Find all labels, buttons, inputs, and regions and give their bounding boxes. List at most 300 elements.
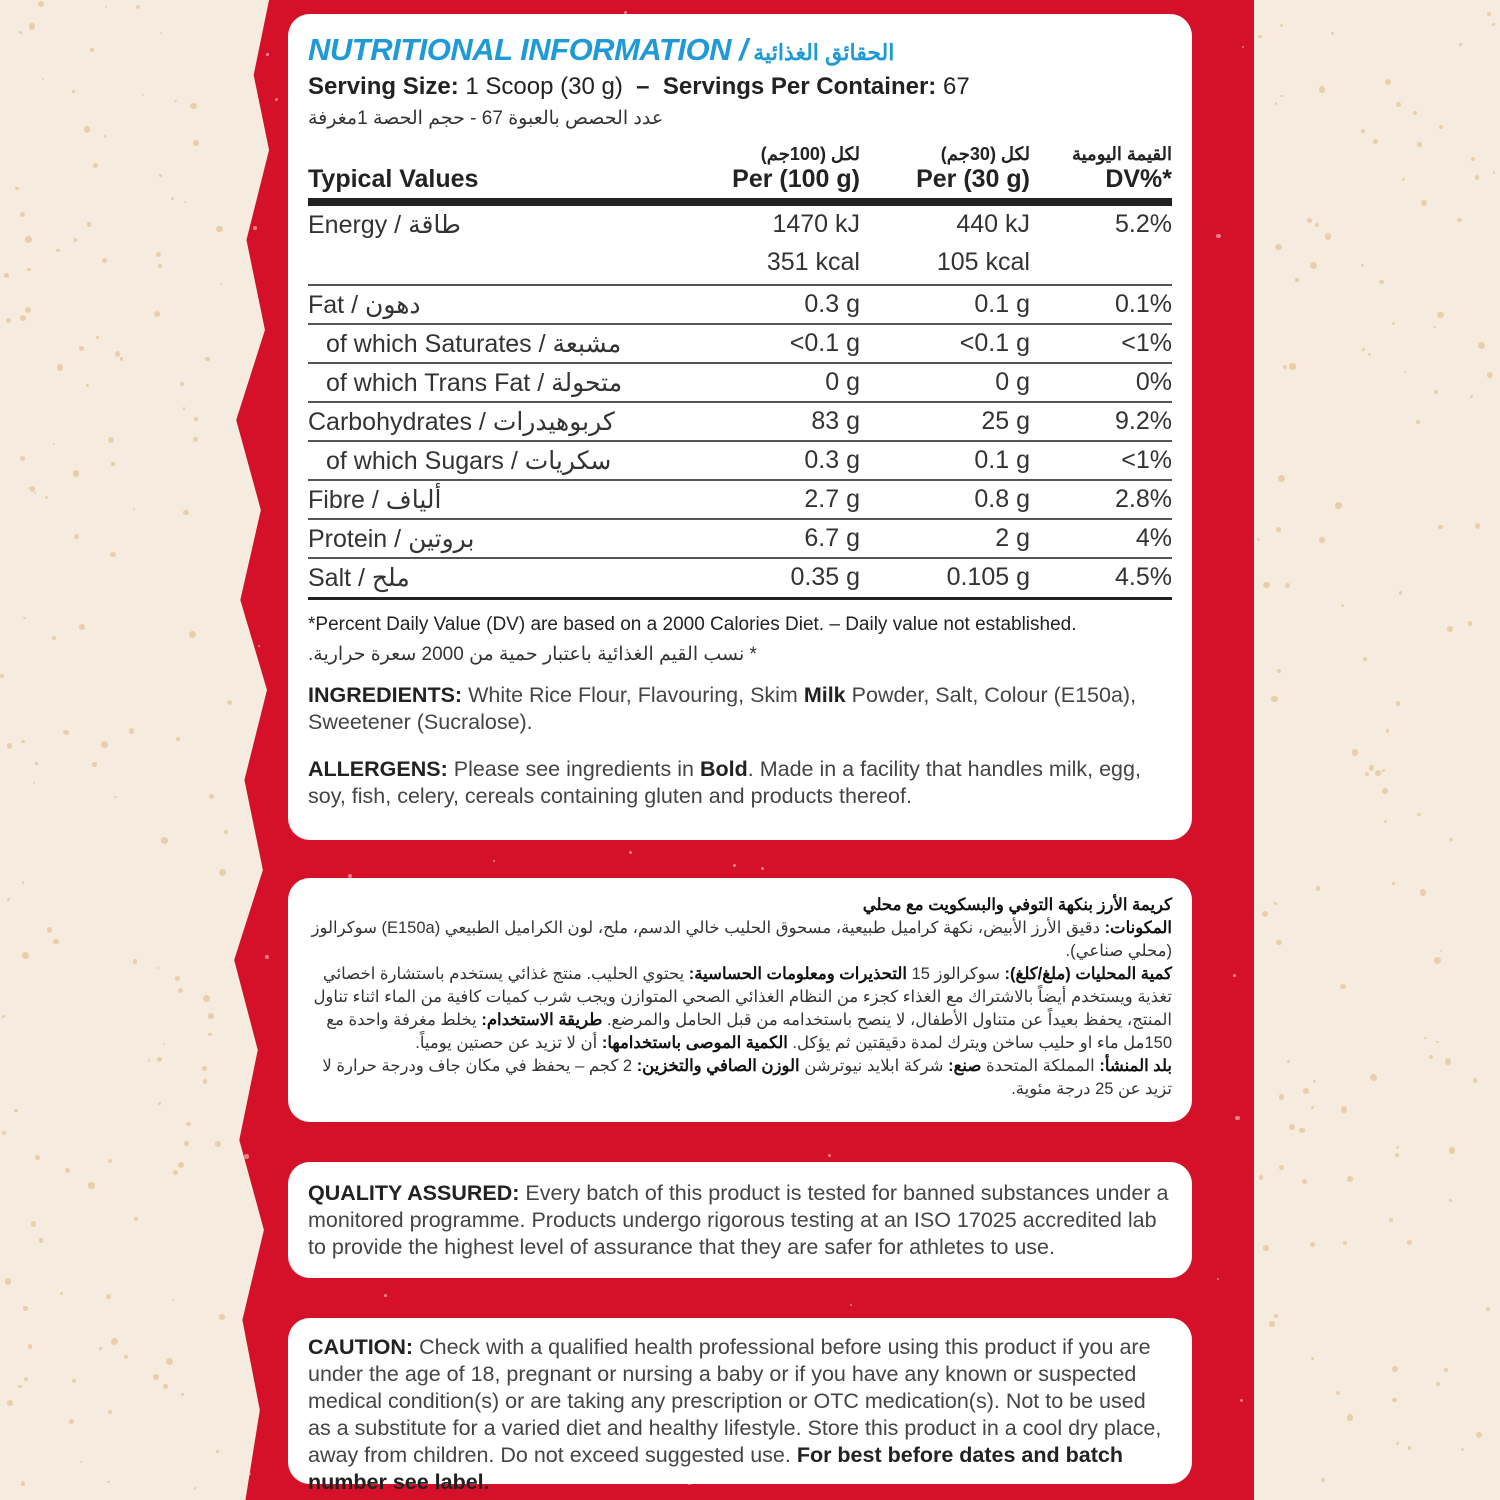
speckle: [133, 959, 137, 963]
arabic-ingredients-label: المكونات:: [1104, 919, 1172, 937]
speckle: [1475, 175, 1479, 179]
speckle: [183, 407, 186, 410]
speckle: [1437, 312, 1443, 318]
speckle: [69, 1419, 74, 1424]
speckle: [2, 1015, 5, 1018]
speckle: [1263, 582, 1270, 589]
speckle: [1416, 420, 1420, 424]
speckle: [45, 496, 48, 499]
speckle: [1295, 278, 1299, 282]
speckle: [1449, 838, 1452, 841]
speckle: [1289, 1124, 1295, 1130]
speckle: [209, 794, 214, 799]
speckle: [1449, 1199, 1452, 1202]
speckle: [28, 1344, 33, 1349]
speckle: [1287, 1060, 1290, 1063]
panel-speckle: [1233, 974, 1236, 977]
row-per30: 25 g: [981, 407, 1030, 435]
speckle: [184, 201, 186, 203]
speckle: [99, 1347, 102, 1350]
speckle: [63, 730, 66, 733]
speckle: [1278, 475, 1285, 482]
speckle: [220, 283, 223, 286]
speckle: [1468, 621, 1472, 625]
table-row-salt: [308, 559, 1172, 600]
speckle: [1303, 1088, 1309, 1094]
speckle: [1361, 129, 1365, 133]
speckle: [1335, 502, 1342, 509]
speckle: [22, 881, 24, 883]
speckle: [1311, 1106, 1314, 1109]
speckle: [115, 351, 120, 356]
speckle: [111, 462, 115, 466]
speckle: [101, 741, 108, 748]
speckle: [1347, 1414, 1353, 1420]
speckle: [1321, 1478, 1325, 1482]
speckle: [20, 456, 25, 461]
speckle: [194, 1487, 197, 1490]
panel-speckle: [850, 1304, 852, 1306]
row-dv: 2.8%: [1115, 485, 1172, 513]
speckle: [106, 1294, 111, 1299]
speckle: [19, 31, 22, 34]
speckle: [1313, 1080, 1316, 1083]
speckle: [180, 382, 184, 386]
speckle: [111, 1338, 118, 1345]
speckle: [1271, 696, 1278, 703]
speckle: [25, 307, 31, 313]
speckle: [39, 1238, 43, 1242]
panel-speckle: [1240, 1399, 1243, 1402]
row-per30-kcal: 105 kcal: [936, 248, 1030, 276]
speckle: [20, 315, 26, 321]
speckle: [193, 437, 198, 442]
speckle: [136, 5, 140, 9]
row-dv: 9.2%: [1115, 407, 1172, 435]
speckle: [142, 94, 144, 96]
speckle: [64, 730, 68, 734]
speckle: [124, 1355, 128, 1359]
speckle: [129, 728, 134, 733]
ingredients-bold: Milk: [803, 683, 846, 707]
speckle: [35, 762, 37, 764]
speckle: [38, 1, 44, 7]
dv-header-en: DV%*: [1105, 165, 1172, 193]
speckle: [157, 967, 159, 969]
speckle: [7, 743, 13, 749]
speckle: [1343, 1241, 1347, 1245]
speckle: [53, 939, 59, 945]
speckle: [15, 187, 18, 190]
panel-speckle: [252, 1243, 255, 1246]
speckle: [24, 1377, 28, 1381]
table-row-protein: [308, 520, 1172, 559]
quality-text: Every batch of this product is tested for banned substances under a monitored programme. Products undergo rigorous testing at an ISO 17025 accredited lab to provide the highest level of assurance that they are safer for athletes to use.: [308, 1181, 1169, 1259]
speckle: [80, 1461, 82, 1463]
panel-speckle: [761, 867, 764, 870]
row-per30: 0.8 g: [974, 485, 1030, 513]
speckle: [186, 1122, 191, 1127]
caution-text: Check with a qualified health professional before using this product if you are under the age of 18, pregnant or nursing a baby or if you have any known or suspected medical condition(s) or are taking any prescription or OTC medication(s). Not to be used as a substitute for a varied diet and healthy lifestyle. Store this product in a cool dry place, away from children. Do not exceed suggested use.: [308, 1335, 1162, 1467]
speckle: [171, 197, 174, 200]
speckle: [1280, 24, 1283, 27]
speckle: [1299, 1128, 1304, 1133]
speckle: [1382, 769, 1385, 772]
row-per30: <0.1 g: [959, 329, 1030, 357]
row-per100: 0.3 g: [804, 446, 860, 474]
speckle: [34, 492, 36, 494]
row-label: Salt / ملح: [308, 564, 410, 592]
speckle: [208, 1033, 212, 1037]
panel-speckle: [244, 1154, 248, 1158]
speckle: [74, 238, 77, 241]
arabic-warnings-label: التحذيرات ومعلومات الحساسية:: [688, 965, 907, 983]
servings-value: 67: [942, 73, 970, 100]
speckle: [108, 437, 114, 443]
speckle: [1283, 365, 1287, 369]
speckle: [1440, 950, 1442, 952]
caution-label: CAUTION:: [308, 1335, 414, 1359]
speckle: [1319, 86, 1326, 93]
row-per30: 0.1 g: [974, 290, 1030, 318]
panel-speckle: [828, 1154, 832, 1158]
nutrition-title-en: NUTRITIONAL INFORMATION /: [308, 32, 748, 67]
speckle: [1421, 200, 1427, 206]
panel-speckle: [249, 1473, 251, 1475]
speckle: [1275, 244, 1281, 250]
dv-footnote-ar: * نسب القيم الغذائية باعتبار حمية من 2000 سعرة حرارية.: [308, 644, 757, 665]
table-row-saturates: [308, 325, 1172, 364]
speckle: [14, 1109, 18, 1113]
quality-card: [288, 1162, 1192, 1278]
speckle: [175, 976, 180, 981]
speckle: [216, 1450, 219, 1453]
speckle: [1382, 788, 1388, 794]
speckle: [148, 1059, 151, 1062]
speckle: [1277, 669, 1281, 673]
speckle: [1311, 1357, 1314, 1360]
panel-speckle: [253, 226, 257, 230]
speckle: [1473, 1078, 1478, 1083]
speckle: [86, 384, 89, 387]
speckle: [1476, 1432, 1482, 1438]
row-label: Fibre / ألياف: [308, 486, 442, 514]
speckle: [31, 1221, 37, 1227]
allergens-paragraph: [308, 756, 1172, 810]
arabic-warnings: يحتوي الحليب. منتج غذائي يستخدم باستشارة اخصائي تغذية ويستخدم أيضاً بالاشتراك مع الغذاء كجزء من النظام الغذائي الصحي المتوازن ويجب شرب كميات كافية من الماء اثناء تناول المنتج، يحفظ بعيداً عن متناول الأطفال، لا ينصح باستخدامه من قبل الحامل والمرضع.: [313, 965, 1172, 1029]
speckle: [1396, 701, 1400, 705]
speckle: [27, 268, 30, 271]
speckle: [107, 1481, 109, 1483]
speckle: [160, 32, 162, 34]
speckle: [176, 737, 179, 740]
speckle: [1395, 1153, 1400, 1158]
dv-header-ar: القيمة اليومية: [1071, 144, 1172, 164]
table-row-fat: [308, 286, 1172, 325]
speckle: [1340, 984, 1346, 990]
speckle: [1369, 765, 1374, 770]
speckle: [120, 357, 124, 361]
speckle: [1385, 79, 1391, 85]
caution-bold-end: For best before dates and batch number see label.: [308, 1443, 1123, 1494]
speckle: [1389, 1218, 1393, 1222]
speckle: [21, 1481, 26, 1486]
speckle: [1420, 889, 1426, 895]
speckle: [1461, 1448, 1464, 1451]
nutrition-card: [288, 14, 1192, 840]
speckle: [92, 762, 96, 766]
dv-header: [1072, 144, 1172, 194]
panel-speckle: [629, 851, 632, 854]
speckle: [1439, 125, 1443, 129]
nutrition-title-ar: الحقائق الغذائية: [753, 40, 895, 65]
row-dv: 5.2%: [1115, 210, 1172, 238]
speckle: [203, 995, 210, 1002]
speckle: [18, 1385, 22, 1389]
speckle: [1384, 820, 1387, 823]
speckle: [114, 796, 116, 798]
arabic-weight-label: الوزن الصافي والتخزين:: [636, 1057, 800, 1075]
speckle: [154, 311, 160, 317]
speckle: [1315, 223, 1319, 227]
speckle: [203, 1079, 208, 1084]
speckle: [1436, 1041, 1439, 1044]
speckle: [174, 100, 177, 103]
speckle: [90, 48, 94, 52]
speckle: [1475, 523, 1480, 528]
serving-size-value: 1 Scoop (30 g): [465, 73, 623, 100]
speckle: [104, 135, 107, 138]
panel-speckle: [258, 645, 260, 647]
speckle: [93, 163, 98, 168]
allergens-text-b: . Made in a facility that handles milk, egg, soy, fish, celery, cereals containing gluten and products thereof.: [308, 757, 1141, 808]
row-per100-kcal: 351 kcal: [766, 248, 860, 276]
speckle: [1438, 525, 1443, 530]
row-per30: 0.1 g: [974, 446, 1030, 474]
row-label: of which Sugars / سكريات: [326, 447, 612, 475]
arabic-info-card: [288, 878, 1192, 1122]
speckle: [173, 1170, 178, 1175]
arabic-ingredients: دقيق الأرز الأبيض، نكهة كراميل طبيعية، مسحوق الحليب خالي الدسم، ملح، لون الكراميل الطبيعي (E150a) سوكرالوز (محلي صناعي).: [311, 919, 1172, 960]
quality-paragraph: [308, 1180, 1172, 1261]
row-per100: 83 g: [811, 407, 860, 435]
speckle: [72, 90, 75, 93]
speckle: [23, 1306, 28, 1311]
speckle: [52, 636, 56, 640]
arabic-weight: 2 كجم – يحفظ في مكان جاف ودرجة حرارة لا تزيد عن 25 درجة مئوية.: [322, 1057, 1172, 1098]
speckle: [21, 740, 24, 743]
speckle: [183, 510, 188, 515]
speckle: [5, 1278, 12, 1285]
panel-speckle: [235, 945, 238, 948]
speckle: [1362, 348, 1365, 351]
speckle: [6, 318, 11, 323]
speckle: [1370, 1074, 1377, 1081]
speckle: [79, 624, 85, 630]
speckle: [158, 264, 162, 268]
speckle: [1486, 1307, 1490, 1311]
row-per30: 0 g: [995, 368, 1030, 396]
speckle: [1445, 1058, 1452, 1065]
speckle: [108, 1410, 112, 1414]
speckle: [1407, 1240, 1412, 1245]
speckle: [1316, 886, 1321, 891]
speckle: [1269, 1321, 1275, 1327]
speckle: [1487, 12, 1492, 17]
speckle: [227, 700, 232, 705]
speckle: [1279, 1094, 1285, 1100]
table-row-fibre: [308, 481, 1172, 520]
speckle: [20, 212, 25, 217]
speckle: [1379, 280, 1383, 284]
arabic-origin-label: بلد المنشأ:: [1099, 1057, 1172, 1075]
row-dv: <1%: [1121, 446, 1172, 474]
ingredients-text-b: Powder, Salt, Colour (E150a), Sweetener (Sucralose).: [308, 683, 1137, 734]
panel-speckle: [384, 1294, 387, 1297]
speckle: [23, 617, 26, 620]
row-dv: 0%: [1135, 368, 1172, 396]
speckle: [1302, 1179, 1307, 1184]
speckle: [1307, 218, 1312, 223]
speckle: [1263, 1245, 1269, 1251]
speckle: [57, 364, 63, 370]
speckle: [1436, 1382, 1440, 1386]
speckle: [1424, 1037, 1426, 1039]
speckle: [1347, 1176, 1353, 1182]
speckle: [72, 1379, 76, 1383]
speckle: [193, 140, 198, 145]
arabic-origin: المملكة المتحدة: [985, 1057, 1095, 1075]
row-per100: 0.35 g: [790, 563, 860, 591]
servings-label: Servings Per Container:: [662, 73, 937, 100]
row-per30: 0.105 g: [946, 563, 1030, 591]
speckle: [1361, 264, 1364, 267]
arabic-usage-label: طريقة الاستخدام:: [481, 1011, 603, 1029]
speckle: [1408, 1446, 1411, 1449]
row-label: Carbohydrates / كربوهيدرات: [308, 408, 615, 436]
typical-values-header: Typical Values: [308, 165, 479, 193]
row-label: of which Saturates / مشبعة: [326, 330, 622, 358]
speckle: [184, 1141, 189, 1146]
speckle: [219, 869, 226, 876]
caution-paragraph: [308, 1334, 1172, 1496]
speckle: [1336, 1391, 1340, 1395]
row-label: Fat / دهون: [308, 291, 421, 319]
speckle: [1274, 1314, 1278, 1318]
arabic-maker: شركة ابلايد نيوترشن: [804, 1057, 944, 1075]
speckle: [1262, 911, 1268, 917]
speckle: [1331, 32, 1334, 35]
speckle: [25, 236, 32, 243]
speckle: [1274, 902, 1278, 906]
speckle: [96, 336, 99, 339]
speckle: [134, 1217, 138, 1221]
speckle: [1310, 262, 1317, 269]
speckle: [88, 1182, 94, 1188]
allergens-text-a: Please see ingredients in: [453, 757, 694, 781]
speckle: [1470, 395, 1473, 398]
speckle: [1276, 527, 1281, 532]
speckle: [1392, 1366, 1398, 1372]
speckle: [1492, 23, 1495, 26]
speckle: [166, 1358, 173, 1365]
speckle: [194, 417, 197, 420]
speckle: [22, 952, 29, 959]
speckle: [159, 174, 162, 177]
table-row-sugars: [308, 442, 1172, 481]
per100-header: [732, 144, 860, 194]
row-per30: 440 kJ: [956, 210, 1030, 238]
arabic-sweetener-label: كمية المحليات (ملغ/كلغ):: [1004, 965, 1172, 983]
table-row-trans-fat: [308, 364, 1172, 403]
speckle: [1289, 363, 1296, 370]
speckle: [1457, 218, 1462, 223]
per30-header-ar: لكل (30جم): [940, 144, 1030, 164]
panel-speckle: [1235, 1116, 1240, 1121]
speckle: [65, 1168, 70, 1173]
speckle: [1392, 882, 1395, 885]
panel-speckle: [1242, 46, 1244, 48]
speckle: [1392, 1398, 1396, 1402]
speckle: [1487, 372, 1493, 378]
speckle: [1396, 1146, 1399, 1149]
speckle: [1404, 371, 1406, 373]
caution-card: [288, 1318, 1192, 1494]
serving-size-label: Serving Size:: [308, 73, 459, 100]
arabic-sweetener-value: سوكرالوز 15: [911, 965, 1000, 983]
row-per100: 1470 kJ: [772, 210, 860, 238]
speckle: [157, 1057, 162, 1062]
speckle: [1375, 770, 1381, 776]
speckle: [1275, 102, 1277, 104]
speckle: [1341, 604, 1344, 607]
speckle: [1285, 583, 1290, 588]
speckle: [216, 226, 222, 232]
speckle: [1368, 353, 1371, 356]
speckle: [1373, 139, 1378, 144]
ingredients-text-a: White Rice Flour, Flavouring, Skim: [468, 683, 798, 707]
speckle: [156, 252, 161, 257]
ingredients-label: INGREDIENTS:: [308, 683, 463, 707]
row-dv: <1%: [1121, 329, 1172, 357]
speckle: [1392, 322, 1395, 325]
allergens-label: ALLERGENS:: [308, 757, 448, 781]
row-per30: 2 g: [995, 524, 1030, 552]
speckle: [133, 508, 135, 510]
speckle: [1417, 142, 1421, 146]
speckle: [153, 1374, 159, 1380]
speckle: [1319, 537, 1325, 543]
speckle: [190, 103, 197, 110]
speckle: [35, 1155, 40, 1160]
speckle: [1413, 111, 1417, 115]
speckle: [1429, 1055, 1433, 1059]
per30-header-en: Per (30 g): [916, 165, 1030, 193]
speckle: [1352, 749, 1358, 755]
speckle: [215, 1141, 222, 1148]
arabic-info-text: [308, 894, 1172, 1101]
speckle: [1280, 95, 1283, 98]
speckle: [1258, 35, 1261, 38]
speckle: [1259, 1175, 1263, 1179]
speckle: [2, 1131, 6, 1135]
speckle: [30, 486, 36, 492]
speckle: [1459, 43, 1462, 46]
speckle: [60, 1292, 64, 1296]
speckle: [42, 78, 44, 80]
speckle: [105, 6, 107, 8]
speckle: [1449, 1147, 1455, 1153]
